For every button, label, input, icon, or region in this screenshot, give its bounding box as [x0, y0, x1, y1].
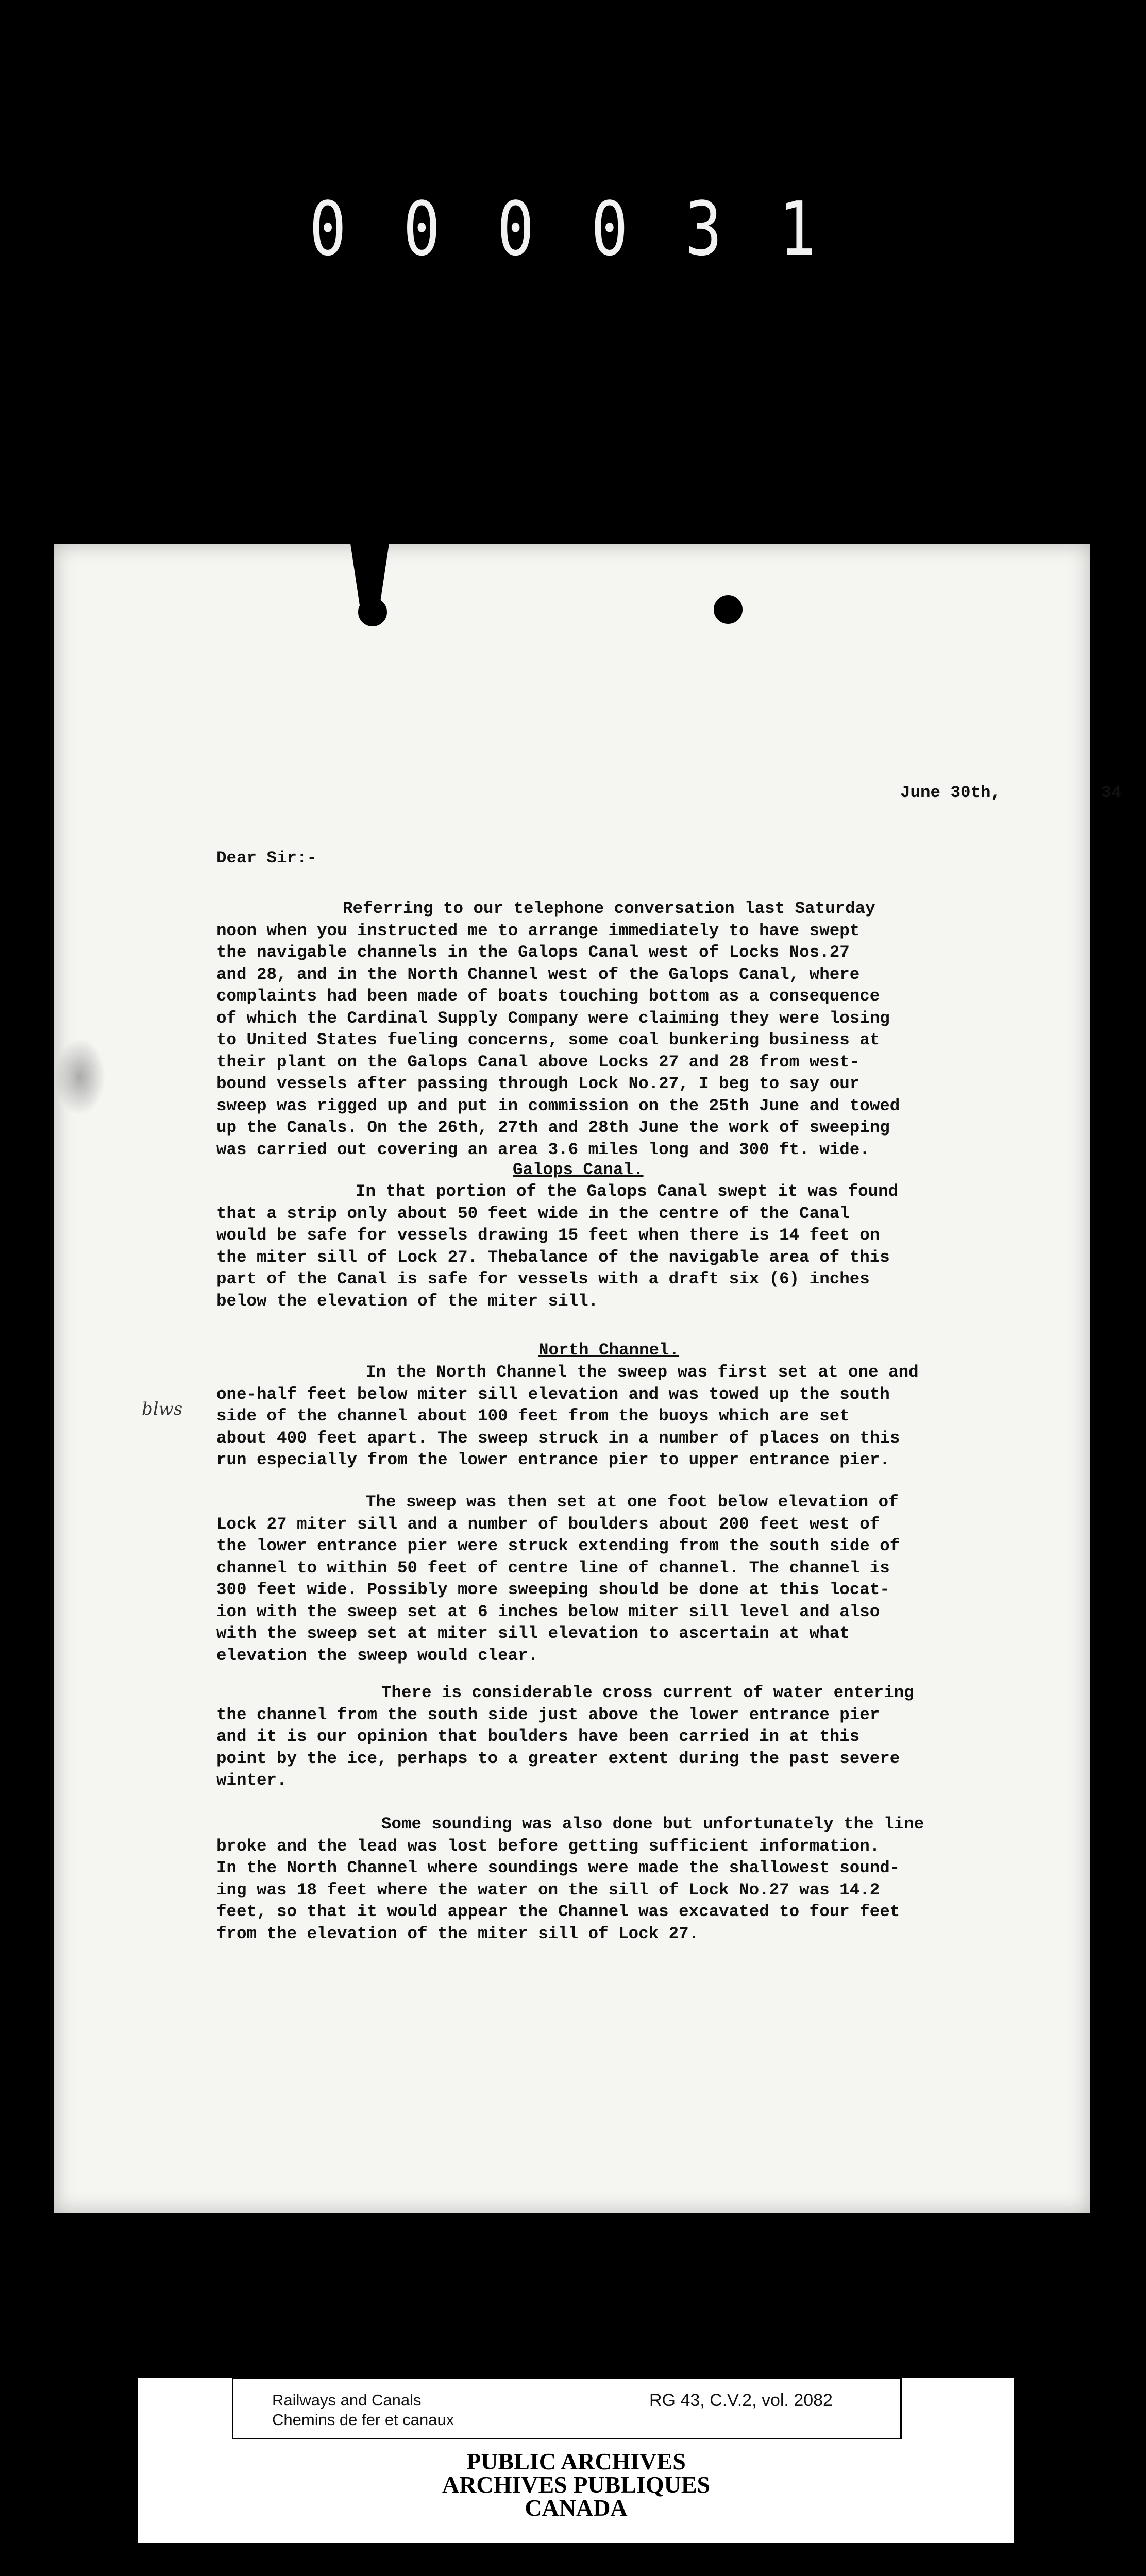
- text-line: ing was 18 feet where the water on the sill of Lock No.27 was 14.2: [216, 1880, 880, 1900]
- text-line: their plant on the Galops Canal above Locks 27 and 28 from west-: [216, 1052, 860, 1072]
- dateline: [840, 760, 1121, 826]
- intro-paragraph: [216, 898, 1144, 1161]
- text-line: the lower entrance pier were struck extending from the south side of: [216, 1536, 900, 1555]
- sounding-paragraph: [216, 1814, 1144, 1945]
- text-line: noon when you instructed me to arrange immediately to have swept: [216, 921, 860, 940]
- page-smudge: [54, 1038, 106, 1115]
- text-line: point by the ice, perhaps to a greater extent during the past severe: [216, 1749, 900, 1768]
- archive-country: CANADA: [525, 2495, 628, 2521]
- text-line: that a strip only about 50 feet wide in the centre of the Canal: [216, 1204, 850, 1223]
- archive-title-french: ARCHIVES PUBLIQUES: [442, 2471, 711, 2498]
- text-line: In the North Channel where soundings were made the shallowest sound-: [216, 1858, 900, 1877]
- text-line: channel to within 50 feet of centre line of channel. The channel is: [216, 1558, 890, 1578]
- text-line: ion with the sweep set at 6 inches below miter sill level and also: [216, 1602, 880, 1621]
- text-line: below the elevation of the miter sill.: [216, 1291, 599, 1311]
- handwritten-margin-note: blws: [142, 1399, 183, 1419]
- cross-current-paragraph: [216, 1682, 1144, 1792]
- text-line: In the North Channel the sweep was first set at one and: [366, 1363, 919, 1382]
- text-line: and it is our opinion that boulders have been carried in at this: [216, 1727, 860, 1746]
- text-line: side of the channel about 100 feet from the buoys which are set: [216, 1406, 850, 1426]
- text-line: Lock 27 miter sill and a number of boulders about 200 feet west of: [216, 1514, 880, 1534]
- punch-hole-left: [358, 598, 387, 626]
- text-line: and 28, and in the North Channel west of the Galops Canal, where: [216, 964, 860, 984]
- text-line: sweep was rigged up and put in commission on the 25th June and towed: [216, 1096, 900, 1115]
- text-line: bound vessels after passing through Lock No.27, I beg to say our: [216, 1074, 860, 1093]
- text-line: Some sounding was also done but unfortunately the line: [381, 1815, 924, 1834]
- frame-digit: 3: [685, 186, 722, 273]
- archive-reference-code: RG 43, C.V.2, vol. 2082: [649, 2391, 833, 2410]
- frame-number: [309, 183, 928, 276]
- letter-year: 34: [1101, 783, 1122, 802]
- department-english: Railways and Canals: [272, 2391, 422, 2409]
- text-line: Referring to our telephone conversation last Saturday: [343, 899, 875, 918]
- text-line: run especially from the lower entrance pier to upper entrance pier.: [216, 1450, 890, 1469]
- text-line: was carried out covering an area 3.6 miles long and 300 ft. wide.: [216, 1140, 870, 1159]
- text-line: feet, so that it would appear the Channel was excavated to four feet: [216, 1902, 900, 1921]
- text-line: would be safe for vessels drawing 15 feet when there is 14 feet on: [216, 1226, 880, 1245]
- text-line: winter.: [216, 1771, 287, 1790]
- text-line: There is considerable cross current of water entering: [381, 1683, 914, 1702]
- text-line: The sweep was then set at one foot below elevation of: [366, 1493, 899, 1512]
- north-channel-paragraph: [216, 1362, 1144, 1471]
- text-line: the channel from the south side just above the lower entrance pier: [216, 1705, 880, 1724]
- text-line: complaints had been made of boats touching bottom as a consequence: [216, 987, 880, 1006]
- text-line: part of the Canal is safe for vessels with a draft six (6) inches: [216, 1269, 870, 1289]
- text-line: from the elevation of the miter sill of Lock 27.: [216, 1924, 699, 1943]
- archive-title: [138, 2450, 1014, 2519]
- text-line: up the Canals. On the 26th, 27th and 28th June the work of sweeping: [216, 1118, 890, 1137]
- frame-digit: 0: [591, 186, 628, 273]
- frame-digit: 0: [497, 186, 534, 273]
- galops-paragraph: [216, 1181, 1144, 1312]
- heading-north-channel: North Channel.: [538, 1341, 680, 1360]
- text-line: elevation the sweep would clear.: [216, 1646, 538, 1665]
- text-line: the miter sill of Lock 27. Thebalance of the navigable area of this: [216, 1247, 890, 1267]
- frame-digit: 0: [309, 186, 347, 273]
- text-line: broke and the lead was lost before getting sufficient information.: [216, 1836, 880, 1856]
- sweep-paragraph: [216, 1492, 1144, 1667]
- text-line: to United States fueling concerns, some coal bunkering business at: [216, 1030, 880, 1049]
- text-line: the navigable channels in the Galops Canal west of Locks Nos.27: [216, 943, 850, 962]
- text-line: with the sweep set at miter sill elevation to ascertain at what: [216, 1624, 850, 1643]
- heading-galops-canal: Galops Canal.: [513, 1160, 644, 1179]
- text-line: 300 feet wide. Possibly more sweeping should be done at this locat-: [216, 1580, 890, 1599]
- frame-digit: 1: [779, 186, 816, 273]
- text-line: of which the Cardinal Supply Company were claiming they were losing: [216, 1008, 890, 1028]
- department-french: Chemins de fer et canaux: [272, 2411, 454, 2429]
- archive-title-english: PUBLIC ARCHIVES: [466, 2448, 686, 2475]
- text-line: about 400 feet apart. The sweep struck in a number of places on this: [216, 1428, 900, 1448]
- punch-hole-right: [714, 595, 743, 624]
- archive-department: [272, 2391, 454, 2430]
- salutation: Dear Sir:-: [216, 849, 317, 868]
- letter-page: [54, 544, 1122, 2213]
- letter-date: June 30th,: [900, 783, 1001, 802]
- text-line: In that portion of the Galops Canal swept it was found: [356, 1182, 899, 1201]
- frame-digit: 0: [403, 186, 441, 273]
- text-line: one-half feet below miter sill elevation and was towed up the south: [216, 1384, 890, 1404]
